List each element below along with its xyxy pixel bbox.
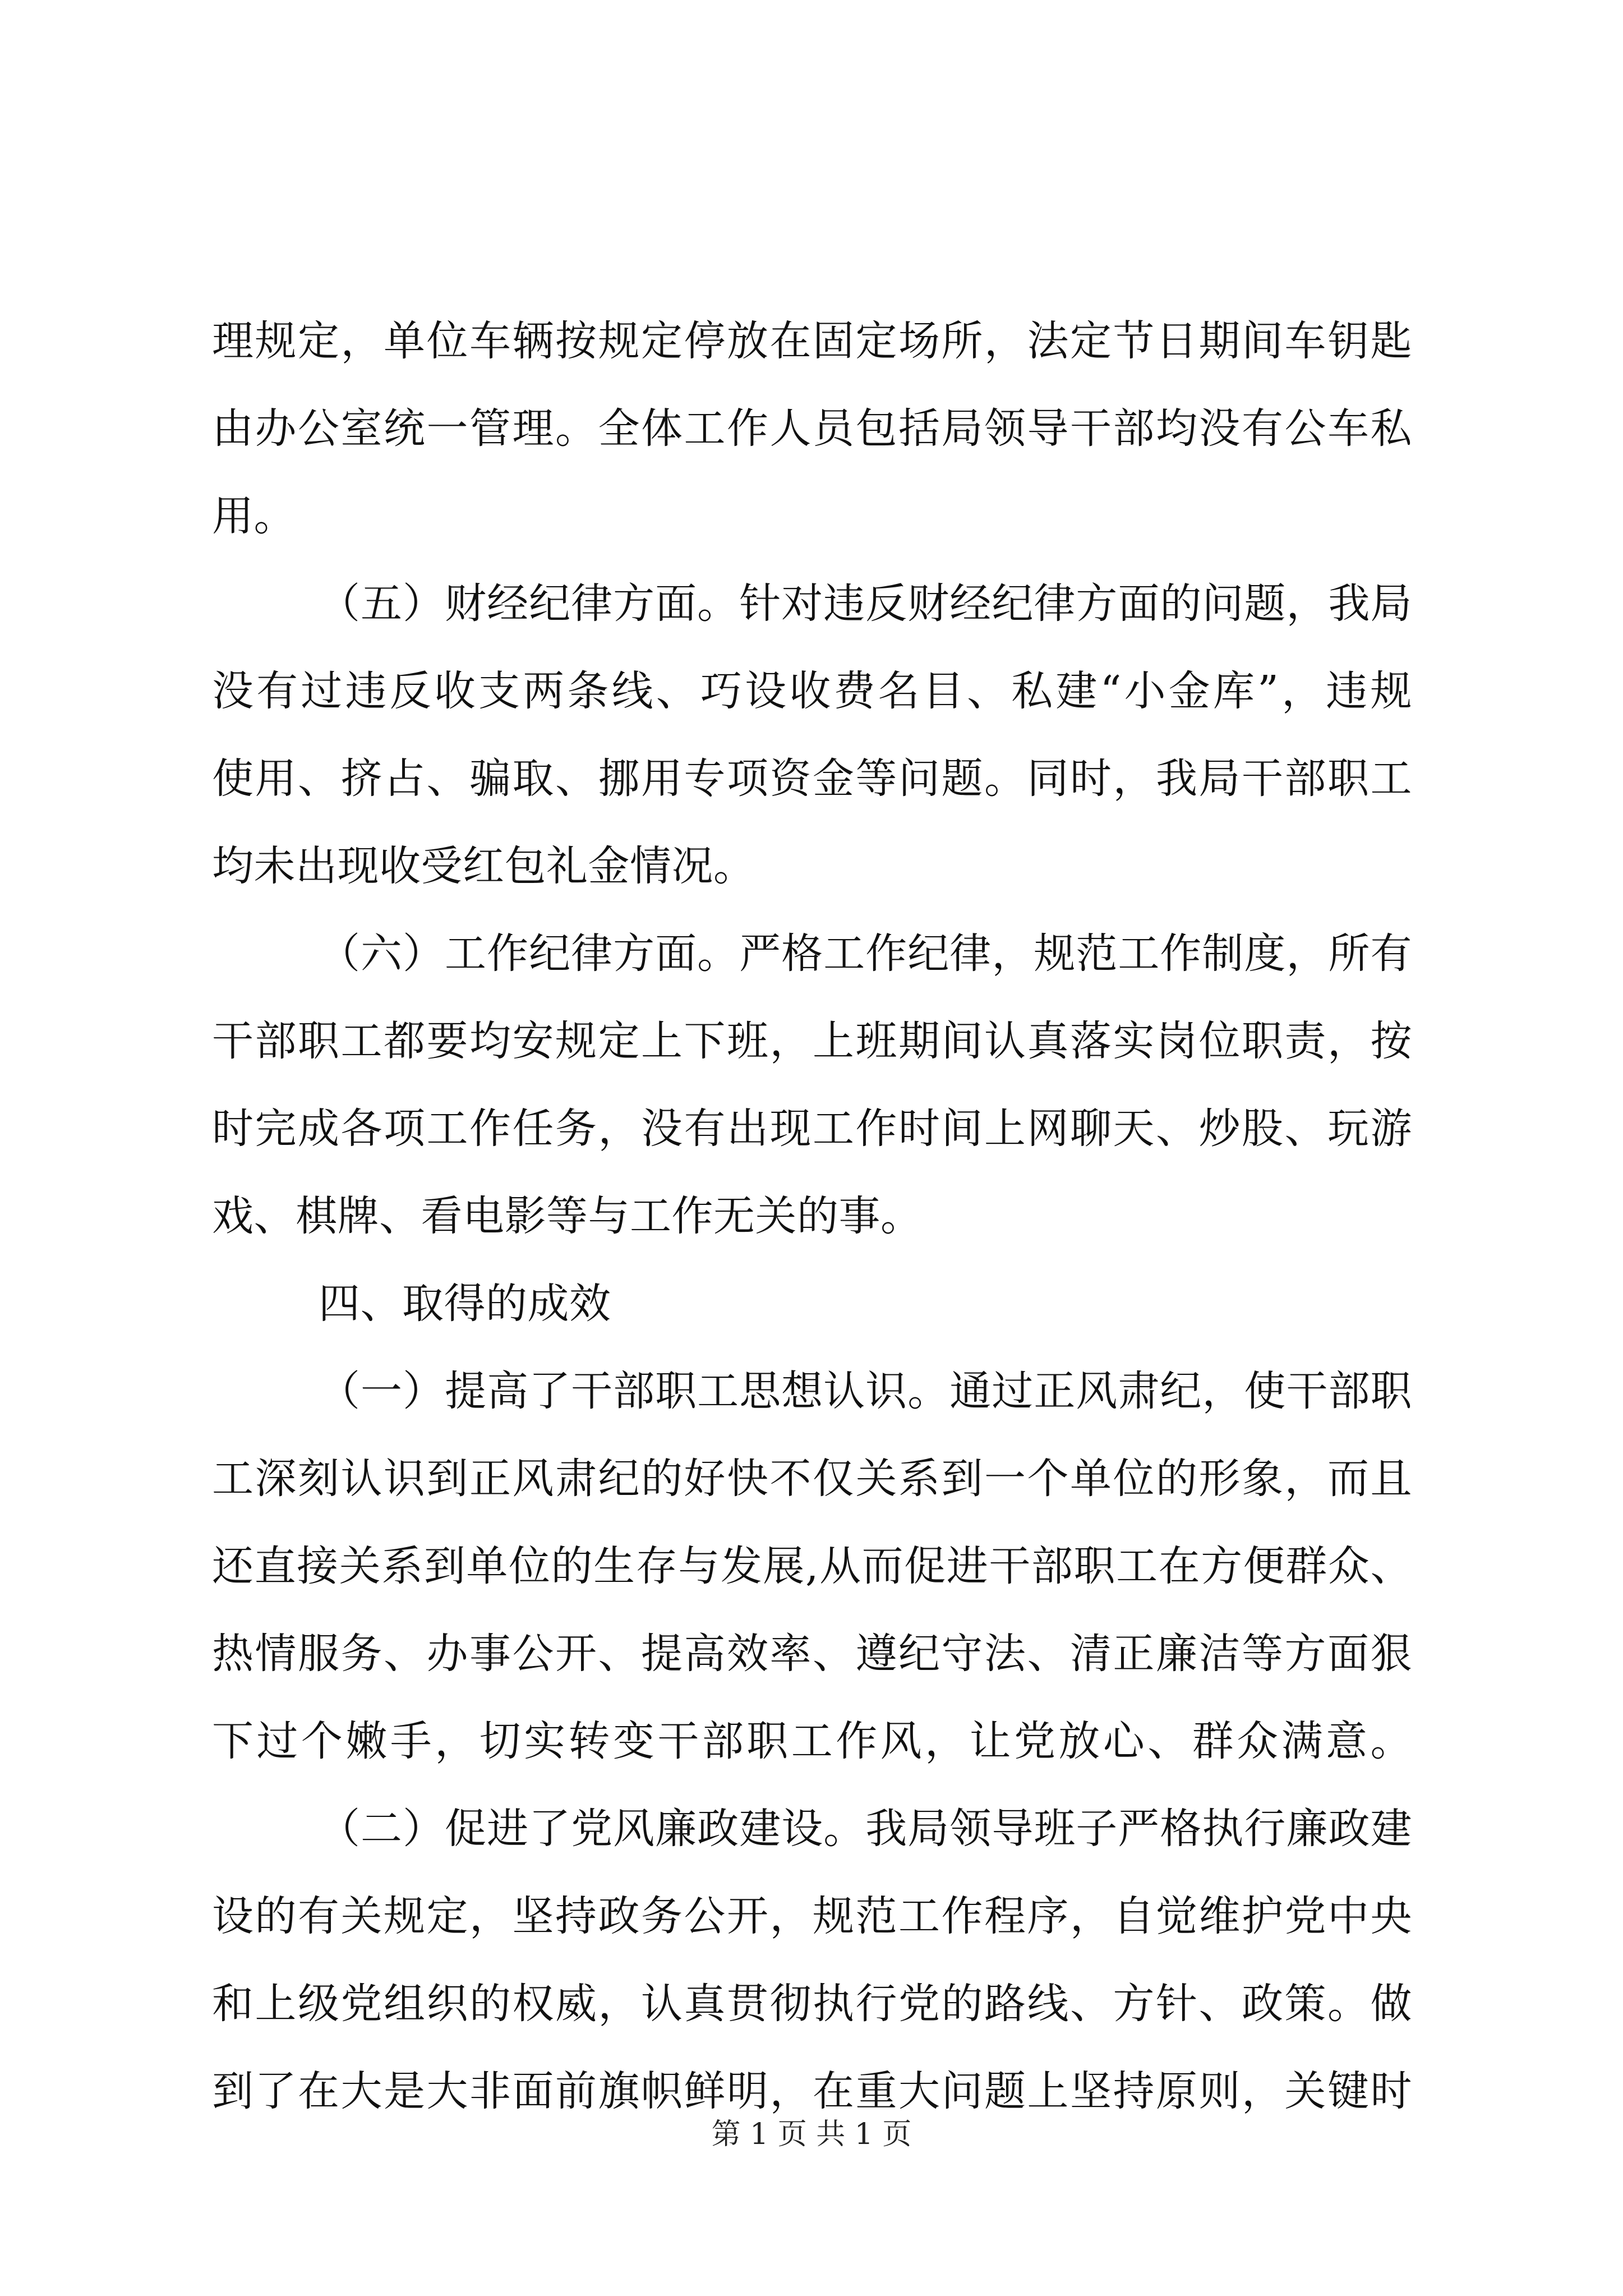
text-line: （一）提高了干部职工思想认识。通过正风肃纪，使干部职 xyxy=(319,1367,1412,1415)
text-line: 干部职工都要均安规定上下班，上班期间认真落实岗位职责，按 xyxy=(212,1017,1412,1065)
text-line: 四、取得的成效 xyxy=(319,1280,611,1328)
text-line: 设的有关规定，坚持政务公开，规范工作程序，自觉维护党中央 xyxy=(212,1892,1412,1940)
text-line: 均未出现收受红包礼金情况。 xyxy=(212,842,755,890)
text-line: （六）工作纪律方面。严格工作纪律，规范工作制度，所有 xyxy=(319,930,1412,978)
text-line: 还直接关系到单位的生存与发展,从而促进干部职工在方便群众、 xyxy=(212,1542,1412,1590)
document-body xyxy=(212,297,1412,2135)
page-footer: 第 1 页 共 1 页 xyxy=(711,2118,912,2151)
text-line: 和上级党组织的权威，认真贯彻执行党的路线、方针、政策。做 xyxy=(212,1980,1412,2028)
text-line: 热情服务、办事公开、提高效率、遵纪守法、清正廉洁等方面狠 xyxy=(212,1630,1412,1678)
text-line: 用。 xyxy=(212,492,296,540)
text-line: 时完成各项工作任务，没有出现工作时间上网聊天、炒股、玩游 xyxy=(212,1105,1412,1153)
text-line: 到了在大是大非面前旗帜鲜明，在重大问题上坚持原则，关键时 xyxy=(212,2067,1412,2115)
text-line: 没有过违反收支两条线、巧设收费名目、私建“小金库”，违规 xyxy=(212,667,1412,715)
text-line: 下过个嫩手，切实转变干部职工作风，让党放心、群众满意。 xyxy=(212,1717,1412,1765)
text-line: 使用、挤占、骗取、挪用专项资金等问题。同时，我局干部职工 xyxy=(212,754,1412,803)
text-line: （二）促进了党风廉政建设。我局领导班子严格执行廉政建 xyxy=(319,1805,1412,1853)
text-line: 工深刻认识到正风肃纪的好快不仅关系到一个单位的形象，而且 xyxy=(212,1455,1412,1503)
text-line: 理规定，单位车辆按规定停放在固定场所，法定节日期间车钥匙 xyxy=(212,317,1412,365)
text-line: 由办公室统一管理。全体工作人员包括局领导干部均没有公车私 xyxy=(212,404,1412,453)
text-line: 戏、棋牌、看电影等与工作无关的事。 xyxy=(212,1192,923,1240)
text-line: （五）财经纪律方面。针对违反财经纪律方面的问题，我局 xyxy=(319,579,1412,628)
